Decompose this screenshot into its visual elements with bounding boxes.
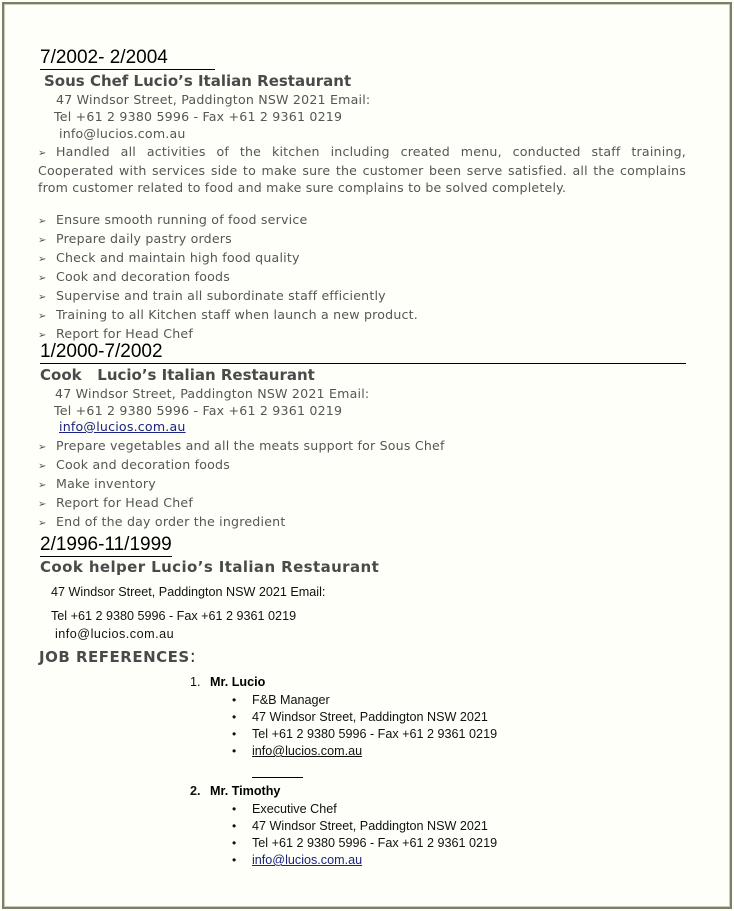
reference-2-name: Mr. Timothy: [210, 784, 281, 798]
duty-item: ➢ Make inventory: [38, 475, 445, 494]
bullet-dot-icon: •: [232, 836, 237, 850]
job-1-phone: Tel +61 2 9380 5996 - Fax +61 2 9361 0219: [54, 109, 343, 124]
reference-2-email-link[interactable]: info@lucios.com.au: [252, 853, 363, 867]
arrow-bullet-icon: ➢: [38, 273, 47, 284]
bullet-dot-icon: •: [232, 727, 237, 741]
duty-item: ➢ Prepare vegetables and all the meats support for Sous Chef: [38, 437, 445, 456]
job-1-title: Sous Chef Lucio’s Italian Restaurant: [44, 72, 352, 90]
duty-item: ➢ Prepare daily pastry orders: [38, 230, 418, 249]
job-2-email-link[interactable]: info@lucios.com.au: [59, 419, 186, 434]
duty-item: ➢ Cook and decoration foods: [38, 268, 418, 287]
reference-detail: • 47 Windsor Street, Paddington NSW 2021: [232, 819, 488, 833]
reference-2-details: [232, 801, 497, 869]
job-3-address: 47 Windsor Street, Paddington NSW 2021 Email:: [51, 585, 326, 599]
duty-item: ➢ Cook and decoration foods: [38, 456, 445, 475]
job-1-duties-list: [38, 211, 418, 344]
job-3-email: info@lucios.com.au: [55, 627, 175, 641]
bullet-dot-icon: •: [232, 710, 237, 724]
duty-item: ➢ Ensure smooth running of food service: [38, 211, 418, 230]
duty-item: ➢ Report for Head Chef: [38, 494, 445, 513]
job-2-title: Cook Lucio’s Italian Restaurant: [40, 366, 315, 384]
job-2-phone: Tel +61 2 9380 5996 - Fax +61 2 9361 0219: [54, 403, 343, 418]
bullet-dot-icon: •: [232, 819, 237, 833]
bullet-dot-icon: •: [232, 693, 237, 707]
arrow-bullet-icon: ➢: [38, 235, 47, 246]
job-3-phone: Tel +61 2 9380 5996 - Fax +61 2 9361 0219: [51, 609, 297, 623]
reference-detail: • Tel +61 2 9380 5996 - Fax +61 2 9361 0219: [232, 836, 498, 850]
job-3-date: 2/1996-11/1999: [40, 534, 172, 555]
reference-1-name: Mr. Lucio: [210, 675, 266, 689]
bullet-dot-icon: •: [232, 744, 237, 758]
reference-1-email-link[interactable]: info@lucios.com.au: [252, 744, 363, 758]
arrow-bullet-icon: ➢: [38, 499, 47, 510]
job-1-email: info@lucios.com.au: [59, 126, 186, 141]
reference-detail: [232, 743, 497, 760]
divider-line: [252, 777, 303, 778]
reference-1-details: [232, 692, 497, 760]
job-1-duties-intro: ➢ Handled all activities of the kitchen including created menu, conducted staff training, Cooperated with services side to make sure the customer been serve satisfied. all the complains from customer related to food and make sure complains to be solved completely.: [38, 144, 686, 195]
reference-2: 2. Mr. Timothy: [190, 784, 281, 798]
arrow-bullet-icon: ➢: [38, 292, 47, 303]
duty-item: ➢ End of the day order the ingredient: [38, 513, 445, 532]
reference-detail: • Tel +61 2 9380 5996 - Fax +61 2 9361 0219: [232, 727, 498, 741]
arrow-bullet-icon: ➢: [38, 148, 47, 159]
duty-item: ➢ Check and maintain high food quality: [38, 249, 418, 268]
job-3-title: Cook helper Lucio’s Italian Restaurant: [40, 558, 380, 576]
arrow-bullet-icon: ➢: [38, 330, 47, 341]
arrow-bullet-icon: ➢: [38, 480, 47, 491]
reference-detail: • Executive Chef: [232, 802, 337, 816]
arrow-bullet-icon: ➢: [38, 216, 47, 227]
reference-detail: • 47 Windsor Street, Paddington NSW 2021: [232, 710, 488, 724]
duty-item: ➢ Supervise and train all subordinate staff efficiently: [38, 287, 418, 306]
bullet-dot-icon: •: [232, 802, 237, 816]
reference-1: 1. Mr. Lucio: [190, 675, 266, 689]
arrow-bullet-icon: ➢: [38, 518, 47, 529]
job-2-address: 47 Windsor Street, Paddington NSW 2021 Email:: [55, 386, 370, 401]
arrow-bullet-icon: ➢: [38, 254, 47, 265]
reference-detail: • F&B Manager: [232, 693, 330, 707]
arrow-bullet-icon: ➢: [38, 442, 47, 453]
bullet-dot-icon: •: [232, 853, 237, 867]
job-2-duties-list: [38, 437, 445, 532]
job-1-date: 7/2002- 2/2004: [40, 47, 215, 70]
reference-detail: [232, 852, 497, 869]
duty-item: ➢ Training to all Kitchen staff when launch a new product.: [38, 306, 418, 325]
arrow-bullet-icon: ➢: [38, 461, 47, 472]
job-2-date: 1/2000-7/2002: [40, 341, 686, 364]
arrow-bullet-icon: ➢: [38, 311, 47, 322]
duty-item: ➢ Report for Head Chef: [38, 325, 418, 344]
job-1-address: 47 Windsor Street, Paddington NSW 2021 Email:: [56, 92, 371, 107]
references-heading: JOB REFERENCES:: [39, 646, 197, 667]
